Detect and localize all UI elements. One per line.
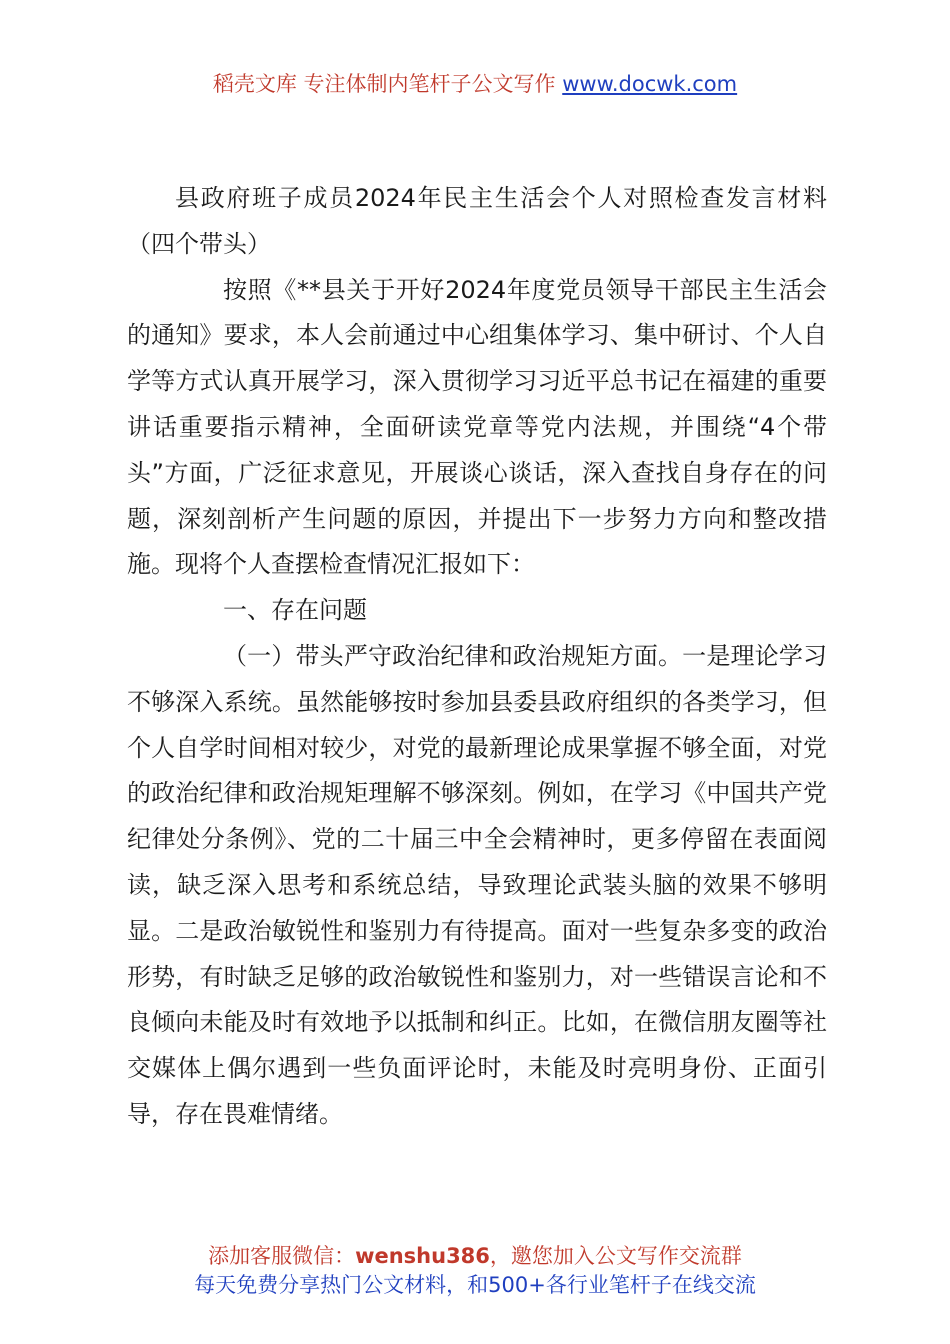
header-brand: 稻壳文库 专注体制内笔杆子公文写作 [212,72,556,96]
footer-wechat-prefix: 添加客服微信： [208,1244,356,1268]
section-item-political-discipline: （一）带头严守政治纪律和政治规矩方面。一是理论学习不够深入系统。虽然能够按时参加县委县政府组织的各类学习，但个人自学时间相对较少，对党的最新理论成果掌握不够全面，对党的政治纪律和政治规矩理解不够深刻。例如，在学习《中国共产党纪律处分条例》、党的二十届三中全会精神时，更多停留在表面阅读，缺乏深入思考和系统总结，导致理论武装头脑的效果不够明显。二是政治敏锐性和鉴别力有待提高。面对一些复杂多变的政治形势，有时缺乏足够的政治敏锐性和鉴别力，对一些错误言论和不良倾向未能及时有效地予以抵制和纠正。比如，在微信朋友圈等社交媒体上偶尔遇到一些负面评论时，未能及时亮明身份、正面引导，存在畏难情绪。 [127,641,827,1128]
document-title: 县政府班子成员2024年民主生活会个人对照检查发言材料（四个带头） [127,184,827,258]
intro-paragraph: 按照《**县关于开好2024年度党员领导干部民主生活会的通知》要求，本人会前通过中心组集体学习、集中研讨、个人自学等方式认真开展学习，深入贯彻学习习近平总书记在福建的重要讲话重要指示精神，全面研读党章等党内法规，并围绕“4个带头”方面，广泛征求意见，开展谈心谈话，深入查找自身存在的问题，深刻剖析产生问题的原因，并提出下一步努力方向和整改措施。现将个人查摆检查情况汇报如下： [127,275,827,579]
footer-line-wechat [0,1242,950,1271]
footer-wechat-suffix: ，邀您加入公文写作交流群 [489,1244,742,1268]
page-header [0,70,950,98]
header-url-link[interactable]: www.docwk.com [562,72,738,96]
footer-line-share: 每天免费分享热门公文材料，和500+各行业笔杆子在线交流 [194,1273,756,1297]
section-heading-problems: 一、存在问题 [223,596,367,625]
page-footer [0,1242,950,1300]
document-body [127,176,827,1138]
footer-wechat-id: wenshu386 [355,1244,490,1268]
